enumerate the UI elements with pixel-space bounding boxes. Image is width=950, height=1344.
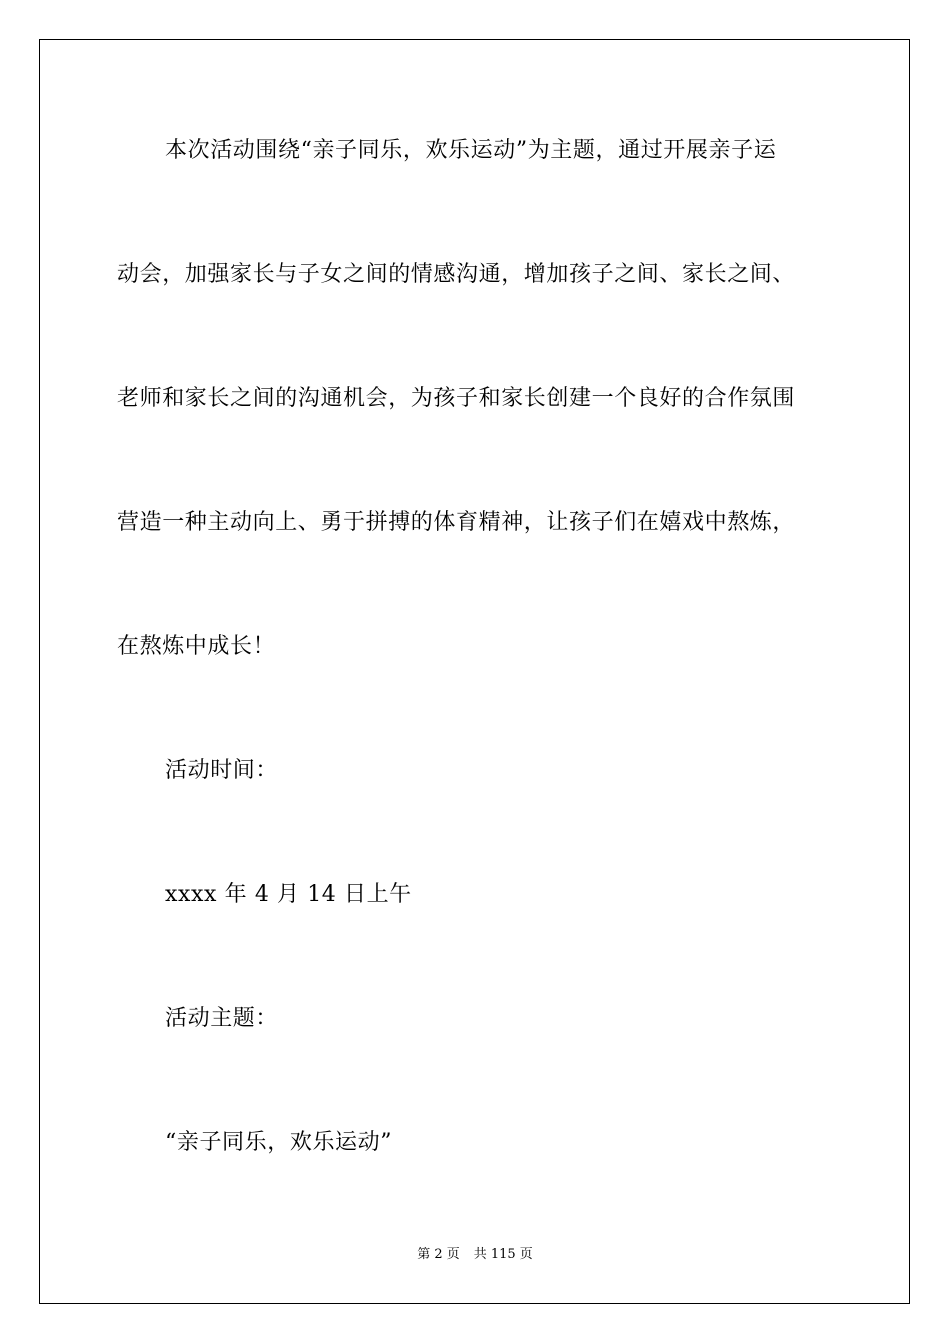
paragraph-line: 营造一种主动向上、勇于拼搏的体育精神，让孩子们在嬉戏中熬炼， <box>117 510 796 535</box>
page-footer <box>0 1246 950 1264</box>
activity-time-heading: 活动时间： <box>165 758 279 783</box>
paragraph-line: 本次活动围绕“亲子同乐，欢乐运动”为主题，通过开展亲子运 <box>165 138 777 163</box>
activity-theme-value: “亲子同乐，欢乐运动” <box>165 1130 393 1155</box>
paragraph-line: 在熬炼中成长！ <box>117 634 276 659</box>
activity-time-value: xxxx 年 4 月 14 日上午 <box>165 882 412 907</box>
activity-theme-heading: 活动主题： <box>165 1006 279 1031</box>
current-page-number: 第 2 页 <box>417 1247 460 1262</box>
paragraph-line: 动会，加强家长与子女之间的情感沟通，增加孩子之间、家长之间、 <box>117 262 796 287</box>
paragraph-line: 老师和家长之间的沟通机会，为孩子和家长创建一个良好的合作氛围 <box>117 386 796 411</box>
total-page-count: 共 115 页 <box>473 1247 533 1262</box>
page-border <box>39 39 910 1304</box>
